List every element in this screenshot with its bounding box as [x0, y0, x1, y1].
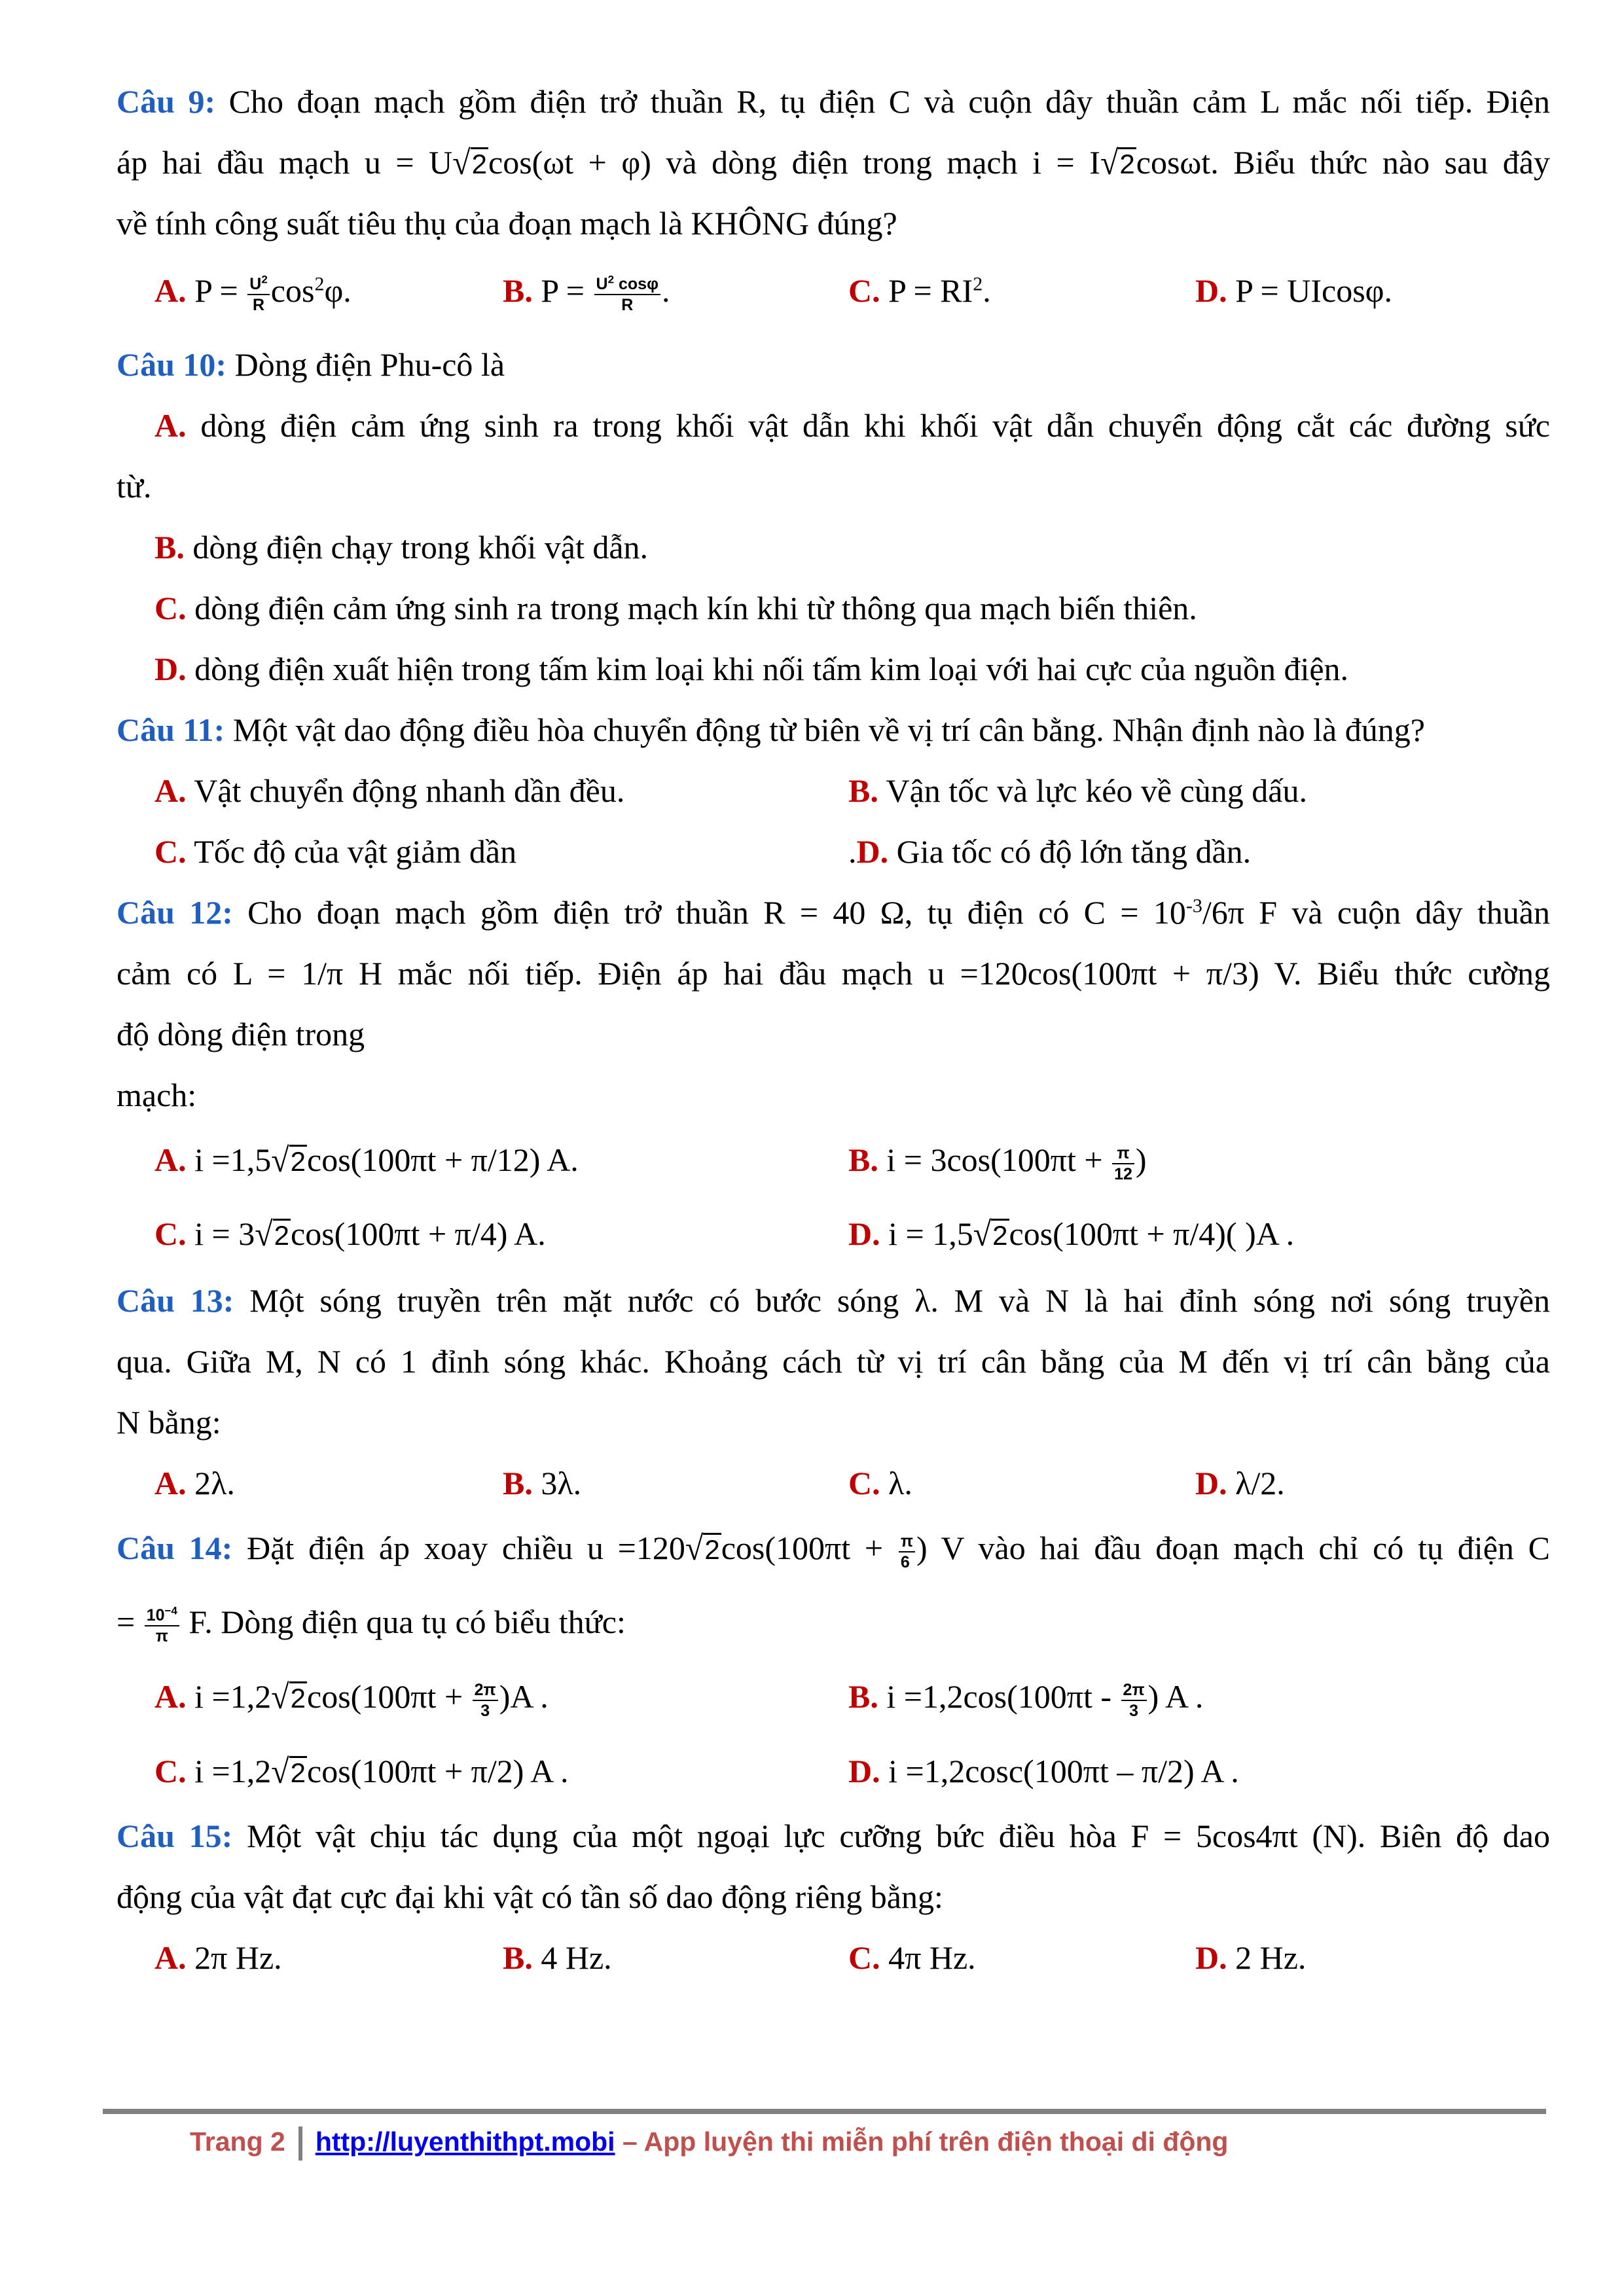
q12-line-2: cảm có L = 1/π H mắc nối tiếp. Điện áp hai đầu mạch u =120cos(100πt + π/3) V. Biểu thức cường	[117, 955, 1550, 992]
fraction: $\frac{U^2}{R}$	[247, 274, 270, 315]
q14-line-2: = $\frac{10^{-4}}{\pi}$ F. Dòng điện qua tụ có biểu thức:	[117, 1604, 626, 1645]
q9-option-c: C. $P = RI^2$.	[848, 272, 991, 309]
footer-divider	[103, 2109, 1546, 2114]
q9-option-a: A. P = $\frac{U^2}{R}$ $\cos^2\varphi$.	[154, 272, 352, 314]
footer-tagline: – App luyện thi miễn phí trên điện thoại di động	[615, 2126, 1229, 2157]
sqrt-2: √2	[452, 143, 488, 182]
fraction: $\frac{\pi}{12}$	[1112, 1143, 1134, 1184]
fraction: $\frac{\pi}{6}$	[899, 1532, 915, 1572]
q9-text-2c: cosωt. Biểu thức nào sau đây	[1136, 144, 1550, 181]
q15-option-c: C. 4π Hz.	[848, 1939, 976, 1976]
sqrt-2: √2	[973, 1214, 1008, 1253]
q10-option-a-cont: từ.	[117, 468, 152, 505]
q12-option-d: D. i = 1,5√2cos(100πt + π/4)( )A .	[848, 1214, 1295, 1253]
q13-option-c: C. λ.	[848, 1465, 912, 1501]
q15-option-a: A. 2π Hz.	[154, 1939, 282, 1976]
q10-stem: Câu 10: Dòng điện Phu-cô là	[117, 346, 505, 383]
fraction: $\frac{2\pi}{3}$	[473, 1680, 498, 1721]
q12-line-4: mạch:	[117, 1077, 197, 1113]
q11-option-d: .D. Gia tốc có độ lớn tăng dần.	[848, 833, 1252, 870]
q15-option-b: B. 4 Hz.	[503, 1939, 612, 1976]
q9-text-1: Cho đoạn mạch gồm điện trở thuần R, tụ điện C và cuộn dây thuần cảm L mắc nối tiếp. Điện	[215, 83, 1550, 120]
q14-option-b: B. i =1,2cos(100πt - $\frac{2\pi}{3}$ ) A .	[848, 1678, 1204, 1720]
q13-line-2: qua. Giữa M, N có 1 đỉnh sóng khác. Khoảng cách từ vị trí cân bằng của M đến vị trí cân bằng của	[117, 1343, 1550, 1380]
q15-line-2: động của vật đạt cực đại khi vật có tần số dao động riêng bằng:	[117, 1878, 943, 1915]
page-footer	[190, 2122, 1228, 2161]
q9-line-2	[117, 143, 1550, 182]
sqrt-2: √2	[271, 1677, 306, 1716]
sqrt-2: √2	[271, 1751, 306, 1791]
q14-option-d: D. i =1,2cosc(100πt – π/2) A .	[848, 1753, 1239, 1789]
q13-option-a: A. 2λ.	[154, 1465, 235, 1501]
q9-line-3: về tính công suất tiêu thụ của đoạn mạch là KHÔNG đúng?	[117, 205, 897, 242]
q13-line-3: N bằng:	[117, 1404, 221, 1441]
q9-label: Câu 9:	[117, 83, 216, 120]
q10-option-b: B. dòng điện chạy trong khối vật dẫn.	[154, 529, 649, 565]
page-number: Trang 2	[190, 2126, 285, 2157]
q12-line-3: độ dòng điện trong	[117, 1016, 365, 1052]
q11-option-a: A. Vật chuyển động nhanh dần đều.	[154, 772, 625, 809]
sqrt-2: √2	[271, 1140, 306, 1179]
sqrt-2: √2	[255, 1214, 290, 1253]
q9-option-d: D. P = UIcosφ.	[1195, 272, 1393, 309]
q14-option-a: A. i =1,2√2cos(100πt + $\frac{2\pi}{3}$ )A .	[154, 1677, 549, 1720]
q15-option-d: D. 2 Hz.	[1195, 1939, 1307, 1976]
q12-line-1: Câu 12: Cho đoạn mạch gồm điện trở thuần R = 40 Ω, tụ điện có $C = 10^{-3}/6\pi$ F và cuộn dây thuần	[117, 894, 1550, 931]
q14-option-c: C. i =1,2√2cos(100πt + π/2) A .	[154, 1751, 569, 1791]
q10-option-a: A. dòng điện cảm ứng sinh ra trong khối vật dẫn khi khối vật dẫn chuyển động cắt các đường sức	[154, 407, 1550, 444]
q11-option-c: C. Tốc độ của vật giảm dần	[154, 833, 517, 870]
fraction: $\frac{U^2 \cos\varphi}{R}$	[594, 274, 660, 315]
q12-option-a: A. i =1,5√2cos(100πt + π/12) A.	[154, 1140, 579, 1179]
q13-option-b: B. 3λ.	[503, 1465, 582, 1501]
q13-line-1: Câu 13: Một sóng truyền trên mặt nước có bước sóng λ. M và N là hai đỉnh sóng nơi sóng truyền	[117, 1282, 1550, 1319]
sqrt-2: √2	[685, 1528, 720, 1568]
fraction: $\frac{2\pi}{3}$	[1121, 1680, 1147, 1721]
q13-option-d: D. λ/2.	[1195, 1465, 1285, 1501]
q9-option-b: B. P = $\frac{U^2 \cos\varphi}{R}$ .	[503, 272, 670, 314]
footer-link[interactable]: http://luyenthithpt.mobi	[315, 2126, 615, 2157]
q11-option-b: B. Vận tốc và lực kéo về cùng dấu.	[848, 772, 1307, 809]
q10-option-d: D. dòng điện xuất hiện trong tấm kim loại khi nối tấm kim loại với hai cực của nguồn điện.	[154, 651, 1349, 687]
sqrt-2: √2	[1100, 143, 1135, 182]
q12-option-b: B. i = 3cos(100πt + $\frac{\pi}{12}$ )	[848, 1141, 1147, 1183]
q9-text-2b: cos(ωt + φ) và dòng điện trong mạch i = I	[488, 144, 1100, 181]
footer-separator	[298, 2126, 302, 2161]
q15-line-1: Câu 15: Một vật chịu tác dụng của một ngoại lực cưỡng bức điều hòa F = 5cos4πt (N). Biên độ dao	[117, 1818, 1550, 1854]
q12-option-c: C. i = 3√2cos(100πt + π/4) A.	[154, 1214, 546, 1253]
fraction: $\frac{10^{-4}}{\pi}$	[145, 1605, 179, 1646]
q11-stem: Câu 11: Một vật dao động điều hòa chuyển động từ biên về vị trí cân bằng. Nhận định nào là đúng?	[117, 711, 1425, 748]
q9-line-1	[117, 82, 1550, 121]
q14-line-1: Câu 14: Đặt điện áp xoay chiều u =120√2cos(100πt + $\frac{\pi}{6}$ ) V vào hai đầu đoạn mạch chỉ có tụ điện C	[117, 1528, 1551, 1571]
q9-text-2a: áp hai đầu mạch u = U	[117, 144, 453, 181]
q10-option-c: C. dòng điện cảm ứng sinh ra trong mạch kín khi từ thông qua mạch biến thiên.	[154, 590, 1197, 626]
